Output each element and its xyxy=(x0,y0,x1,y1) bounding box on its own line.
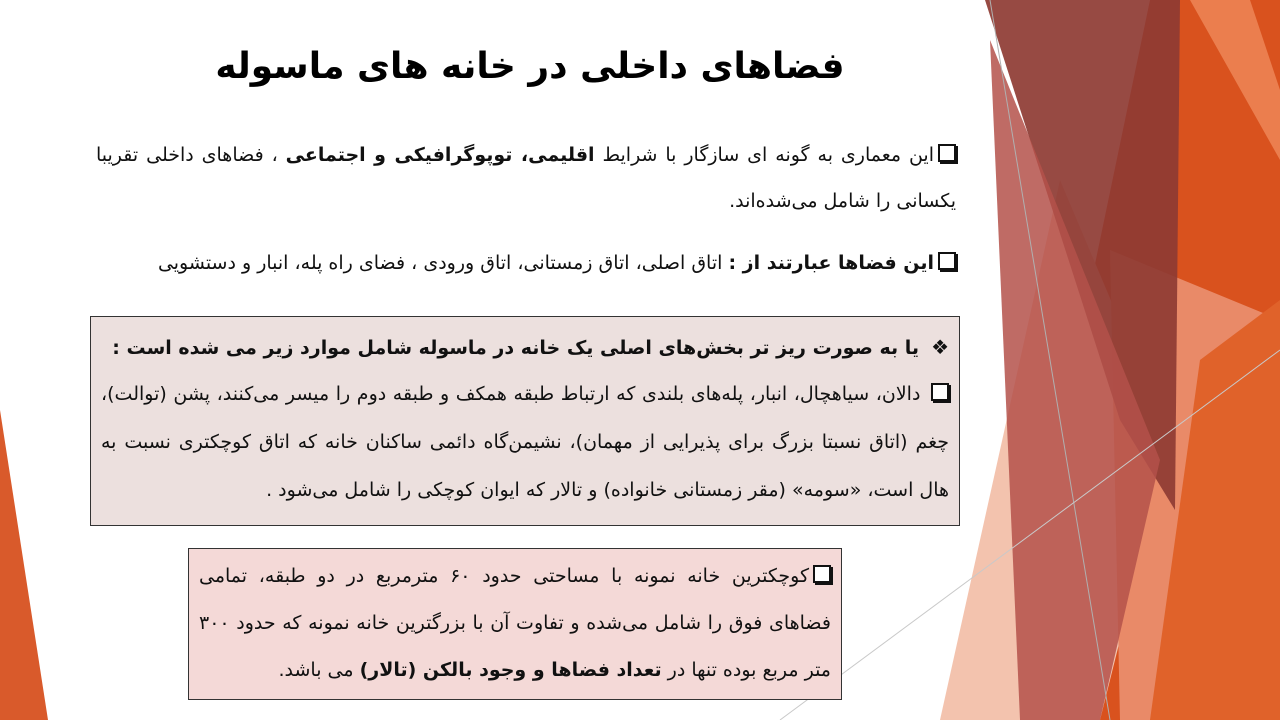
detail-box-body xyxy=(101,370,949,514)
detail-body-text: دالان، سیاهچال، انبار، پله‌های بلندی که ارتباط طبقه همکف و طبقه دوم را میسر می‌کنند، پشن (توالت)، چغم (اتاق نسبتا بزرگ برای پذیرایی از مهمان)، نشیمن‌گاه دائمی ساکنان خانه که اتاق کوچکتری نسبت به هال است، «سومه» (مقر زمستانی خانواده) و تالار که ایوان کوچکی را شامل می‌شود . xyxy=(101,383,949,501)
diamond-bullet-icon: ❖ xyxy=(931,335,949,359)
para2-text: اتاق اصلی، اتاق زمستانی، اتاق ورودی ، فضای راه پله، انبار و دستشویی xyxy=(157,252,729,274)
detail-heading-text: یا به صورت ریز تر بخش‌های اصلی یک خانه در ماسوله شامل موارد زیر می شده است : xyxy=(112,337,920,359)
detail-box xyxy=(90,316,960,526)
comparison-box xyxy=(188,548,842,700)
para2-bold: این فضاها عبارتند از : xyxy=(728,252,934,274)
para1-text-b: ، فضاهای داخلی تقریبا یکسانی را شامل می‌شده‌اند. xyxy=(96,144,956,212)
para1-text-a: این معماری به گونه ای سازگار با شرایط xyxy=(594,144,935,166)
paragraph-spaces-list xyxy=(96,240,956,286)
detail-box-heading xyxy=(101,327,949,368)
square-bullet-icon xyxy=(813,565,831,583)
box2-text-b: می باشد. xyxy=(278,659,360,681)
box2-bold: تعداد فضاها و وجود بالکن (تالار) xyxy=(359,659,662,681)
square-bullet-icon xyxy=(938,144,956,162)
square-bullet-icon xyxy=(938,252,956,270)
paragraph-climate xyxy=(96,132,956,224)
square-bullet-icon xyxy=(931,383,949,401)
box2-text-a: کوچکترین خانه نمونه با مساحتی حدود ۶۰ مترمربع در دو طبقه، تمامی فضاهای فوق را شامل می‌شده و تفاوت آن با بزرگترین خانه نمونه که حدود ۳۰۰ متر مربع بوده تنها در xyxy=(199,565,831,681)
slide-title: فضاهای داخلی در خانه های ماسوله xyxy=(215,46,845,87)
para1-bold: اقلیمی، توپوگرافیکی و اجتماعی xyxy=(285,144,595,166)
